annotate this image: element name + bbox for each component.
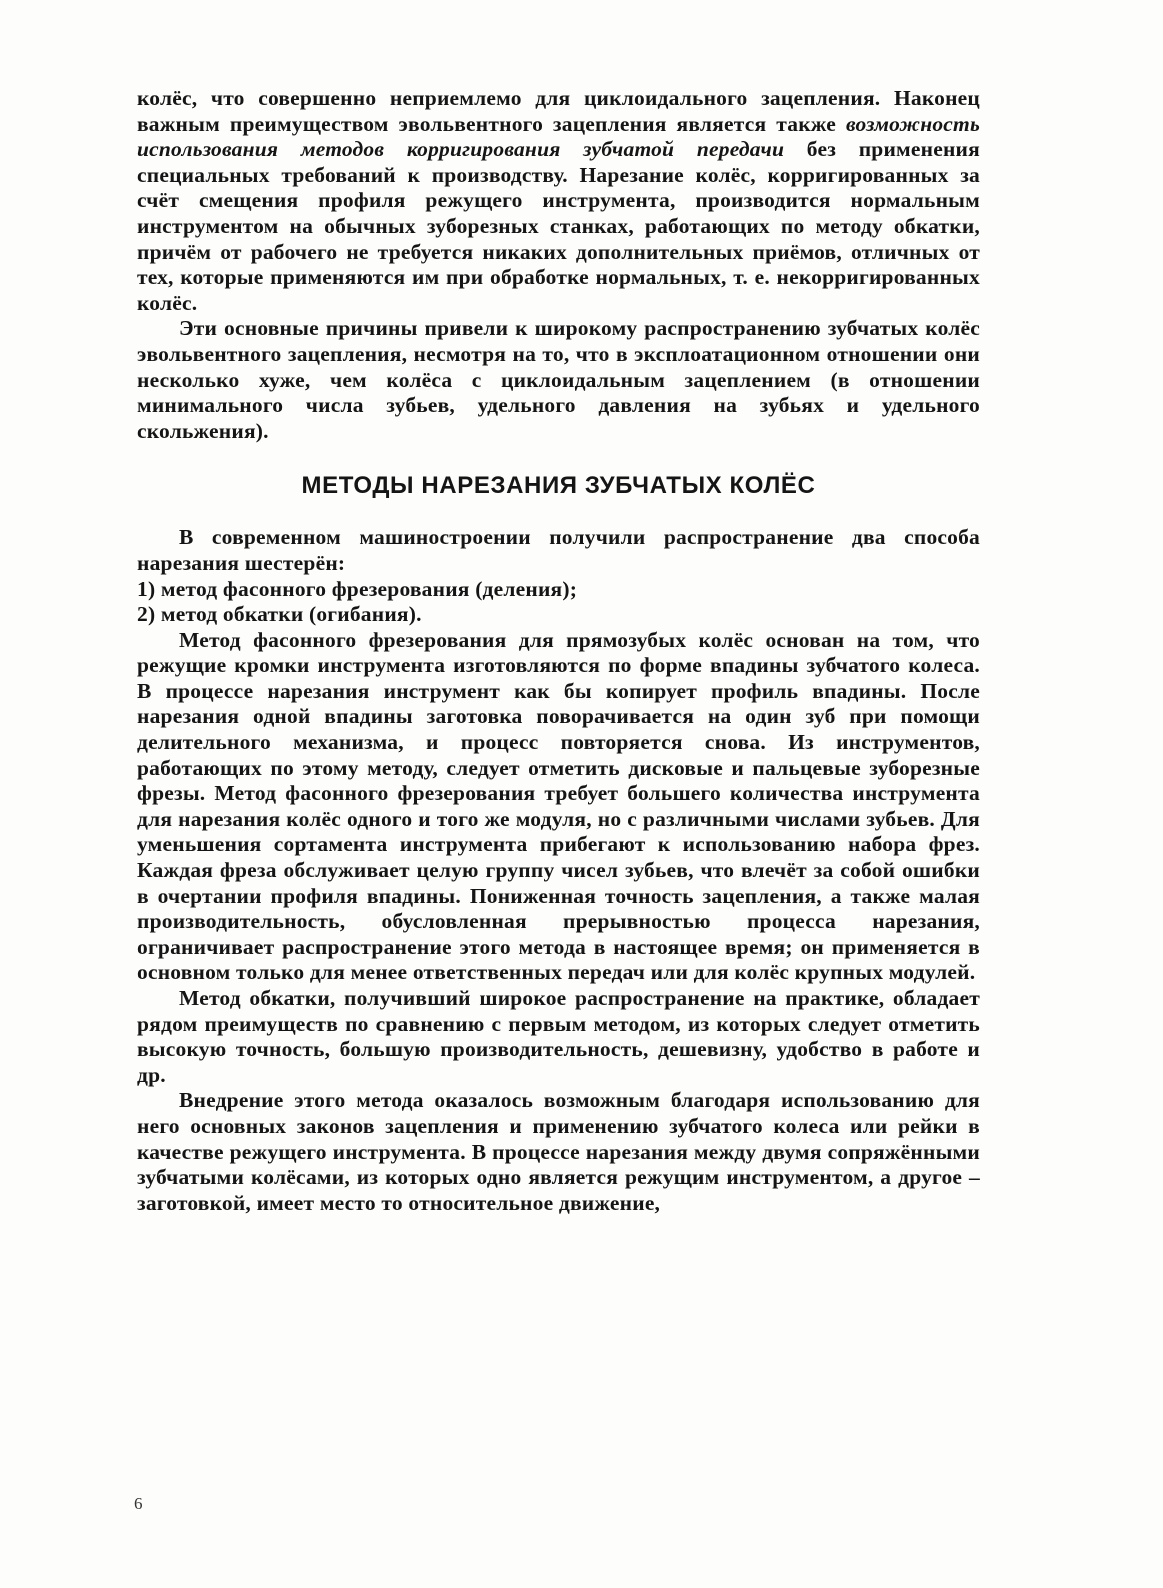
- paragraph-1-end: без применения специальных требований к производству. Нарезание колёс, корригированных за счёт смещения профиля режущего инструмента, производится нормальным инструментом на обычных зуборезных станках, работающих по методу обкатки, причём от рабочего не требуется никаких дополнительных приёмов, отличных от тех, которые применяются им при обработке нормальных, т. е. некорригированных колёс.: [137, 137, 980, 315]
- list-item: 1) метод фасонного фрезерования (деления);: [137, 576, 578, 601]
- page-number: 6: [134, 1494, 143, 1513]
- paragraph-1-italic: возможность использования методов корригирования зубчатой передачи: [137, 111, 980, 162]
- body-text: [137, 86, 980, 1216]
- paragraph-1-start: колёс, что совершенно неприемлемо для циклоидального зацепления. Наконец важным преимуществом эвольвентного зацепления является также: [137, 86, 980, 136]
- section-heading: МЕТОДЫ НАРЕЗАНИЯ ЗУБЧАТЫХ КОЛЁС: [301, 472, 816, 500]
- paragraph-6: Внедрение этого метода оказалось возможным благодаря использованию для него основных законов зацепления и применению зубчатого колеса или рейки в качестве режущего инструмента. В процессе нарезания между двумя сопряжёнными зубчатыми колёсами, из которых одно является режущим инструментом, а другое – заготовкой, имеет место то относительное движение,: [137, 1088, 980, 1215]
- list-item: 2) метод обкатки (огибания).: [137, 602, 422, 627]
- paragraph-1: [137, 86, 980, 316]
- paragraph-4: Метод фасонного фрезерования для прямозубых колёс основан на том, что режущие кромки инструмента изготовляются по форме впадины зубчатого колеса. В процессе нарезания инструмент как бы копирует профиль впадины. После нарезания одной впадины заготовка поворачивается на один зуб при помощи делительного механизма, и процесс повторяется снова. Из инструментов, работающих по этому методу, следует отметить дисковые и пальцевые зуборезные фрезы. Метод фасонного фрезерования требует большего количества инструмента для нарезания колёс одного и того же модуля, но с различными числами зубьев. Для уменьшения сортамента инструмента прибегают к использованию набора фрез. Каждая фреза обслуживает целую группу чисел зубьев, что влечёт за собой ошибки в очертании профиля впадины. Пониженная точность зацепления, а также малая производительность, обусловленная прерывностью процесса нарезания, ограничивает распространение этого метода в настоящее время; он применяется в основном только для менее ответственных передач или для колёс крупных модулей.: [137, 627, 980, 985]
- paragraph-3: В современном машиностроении получили распространение два способа нарезания шестерён:: [137, 525, 980, 575]
- paragraph-5: Метод обкатки, получивший широкое распространение на практике, обладает рядом преимуществ по сравнению с первым методом, из которых следует отметить высокую точность, большую производительность, дешевизну, удобство в работе и др.: [137, 986, 980, 1087]
- paragraph-2: Эти основные причины привели к широкому распространению зубчатых колёс эвольвентного зацепления, несмотря на то, что в эксплоатационном отношении они несколько хуже, чем колёса с циклоидальным зацеплением (в отношении минимального числа зубьев, удельного давления на зубьях и удельного скольжения).: [137, 316, 980, 443]
